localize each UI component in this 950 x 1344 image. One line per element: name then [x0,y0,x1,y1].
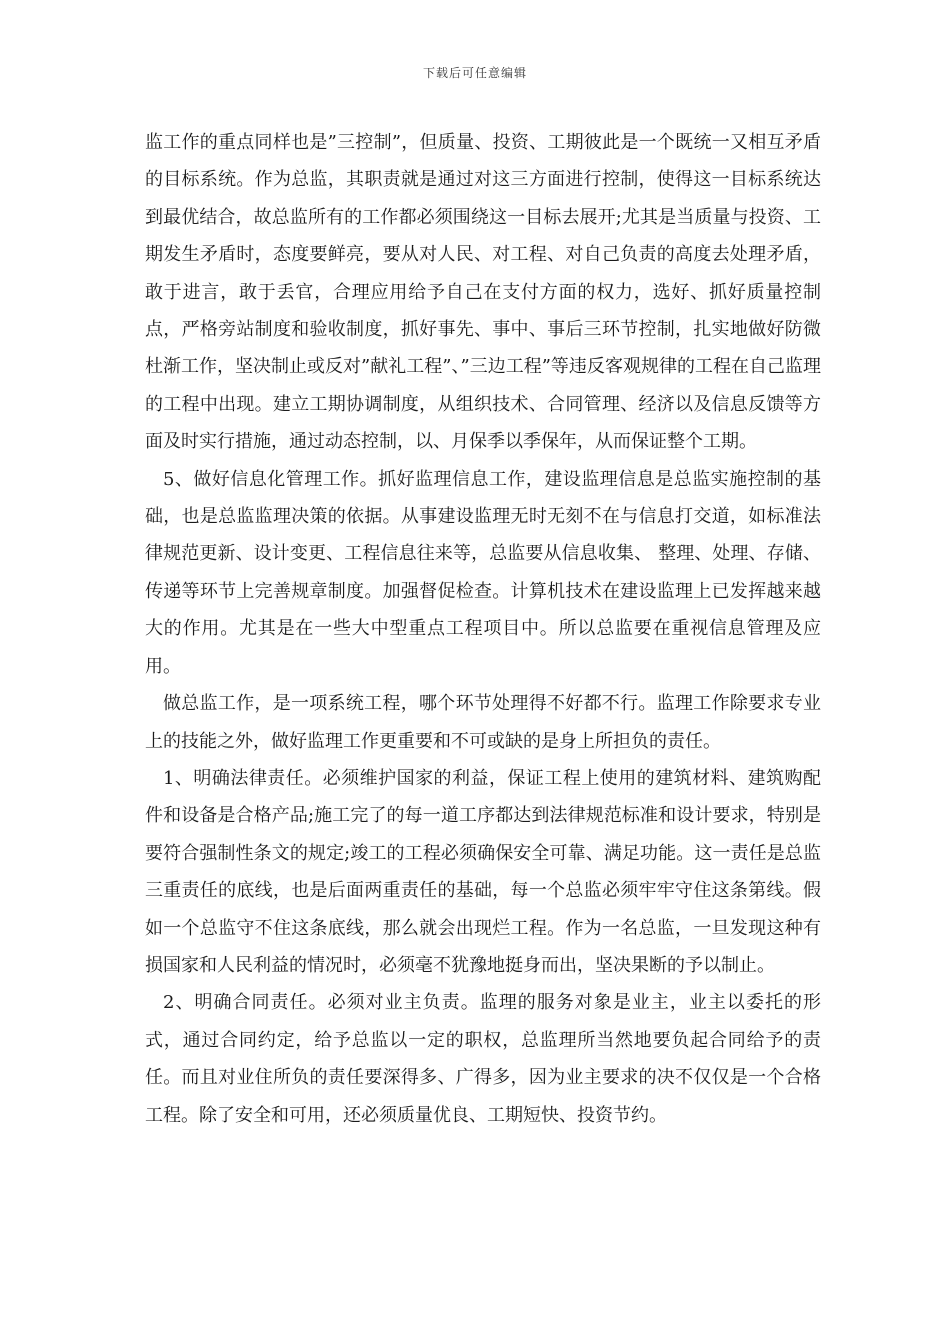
paragraph-contract-responsibility: 2、明确合同责任。必须对业主负责。监理的服务对象是业主，业主以委托的形式，通过合同约定，给予总监以一定的职权，总监理所当然地要负起合同给予的责任。而且对业住所负的责任要深得多、广得多，因为业主要求的决不仅仅是一个合格工程。除了安全和可用，还必须质量优良、工期短快、投资节约。 [145,992,821,1126]
page-header: 下载后可任意编辑 [422,66,527,80]
paragraph-legal-responsibility: 1、明确法律责任。必须维护国家的利益，保证工程上使用的建筑材料、建筑购配件和设备是合格产品;施工完了的每一道工序都达到法律规范标准和设计要求，特别是要符合强制性条文的规定;竣工的工程必须确保安全可靠、满足功能。这一责任是总监三重责任的底线，也是后面两重责任的基础，每一个总监必须牢牢守住这条第线。假如一个总监守不住这条底线，那么就会出现烂工程。作为一名总监，一旦发现这种有损国家和人民利益的情况时，必须毫不犹豫地挺身而出，坚决果断的予以制止。 [145,767,821,976]
document-body [145,124,821,1134]
paragraph-information-management: 5、做好信息化管理工作。抓好监理信息工作，建设监理信息是总监实施控制的基础，也是总监监理决策的依据。从事建设监理无时无刻不在与信息打交道，如标准法律规范更新、设计变更、工程信息往来等，总监要从信息收集、 整理、处理、存储、传递等环节上完善规章制度。加强督促检查。计算机技术在建设监理上已发挥越来越大的作用。尤其是在一些大中型重点工程项目中。所以总监要在重视信息管理及应用。 [145,468,821,677]
paragraph-chief-supervisor-work: 做总监工作，是一项系统工程，哪个环节处理得不好都不行。监理工作除要求专业上的技能之外，做好监理工作更重要和不可或缺的是身上所担负的责任。 [145,693,821,752]
paragraph-continued-control: 监工作的重点同样也是”三控制”，但质量、投资、工期彼此是一个既统一又相互矛盾的目标系统。作为总监，其职责就是通过对这三方面进行控制，使得这一目标系统达到最优结合，故总监所有的工作都必须围绕这一目标去展开;尤其是当质量与投资、工期发生矛盾时，态度要鲜亮，要从对人民、对工程、对自己负责的高度去处理矛盾，敢于进言，敢于丢官，合理应用给予自己在支付方面的权力，选好、抓好质量控制点，严格旁站制度和验收制度，抓好事先、事中、事后三环节控制，扎实地做好防微杜渐工作，坚决制止或反对”献礼工程”、”三边工程”等违反客观规律的工程在自己监理的工程中出现。建立工期协调制度，从组织技术、合同管理、经济以及信息反馈等方面及时实行措施，通过动态控制，以、月保季以季保年，从而保证整个工期。 [145,132,821,453]
